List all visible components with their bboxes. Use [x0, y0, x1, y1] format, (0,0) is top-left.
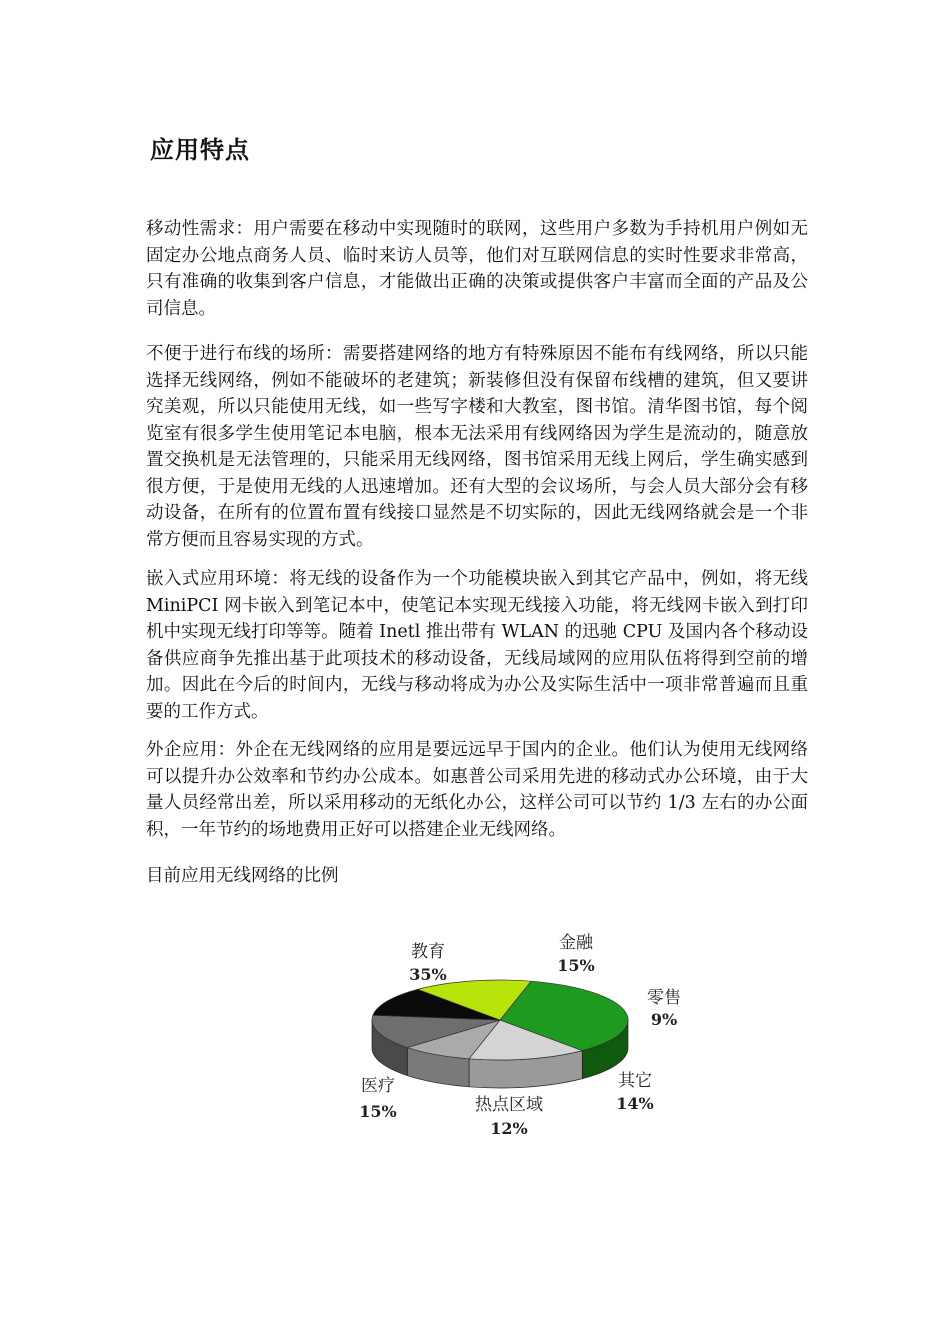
- pie-value-label-6: 15%: [359, 1102, 397, 1121]
- pie-label-4: 其它: [618, 1071, 652, 1091]
- paragraph-embedded-application: 嵌入式应用环境：将无线的设备作为一个功能模块嵌入到其它产品中，例如，将无线 MiniPCI 网卡嵌入到笔记本中，使笔记本实现无线接入功能，将无线网卡嵌入到打印机中实现无线打印等等。随着 Inetl 推出带有 WLAN 的迅驰 CPU 及国内各个移动设备供应商争先推出基于此项技术的移动设备，无线局域网的应用队伍将得到空前的增加。因此在今后的时间内，无线与移动将成为办公及实际生活中一项非常普遍而且重要的工作方式。: [146, 569, 808, 722]
- paragraph-mobility-demand: 移动性需求：用户需要在移动中实现随时的联网，这些用户多数为手持机用户例如无固定办公地点商务人员、临时来访人员等，他们对互联网信息的实时性要求非常高，只有准确的收集到客户信息，才能做出正确的决策或提供客户丰富而全面的产品及公司信息。: [146, 219, 808, 319]
- pie-label-1: 教育: [411, 942, 445, 962]
- pie-value-label-4: 14%: [616, 1094, 654, 1113]
- page-title: 应用特点: [150, 136, 250, 164]
- pie-value-label-3: 9%: [650, 1010, 678, 1029]
- pie-label-2: 金融: [559, 933, 593, 953]
- pie-chart: [340, 925, 740, 1155]
- pie-value-label-1: 35%: [409, 965, 447, 984]
- pie-value-label-2: 15%: [557, 956, 595, 975]
- chart-caption: 目前应用无线网络的比例: [146, 866, 339, 886]
- paragraph-no-cabling-sites: 不便于进行布线的场所：需要搭建网络的地方有特殊原因不能布有线网络，所以只能选择无线网络，例如不能破坏的老建筑；新装修但没有保留布线槽的建筑，但又要讲究美观，所以只能使用无线，如一些写字楼和大教室，图书馆。清华图书馆，每个阅览室有很多学生使用笔记本电脑，根本无法采用有线网络因为学生是流动的，随意放置交换机是无法管理的，只能采用无线网络，图书馆采用无线上网后，学生确实感到很方便，于是使用无线的人迅速增加。还有大型的会议场所，与会人员大部分会有移动设备，在所有的位置布置有线接口显然是不切实际的，因此无线网络就会是一个非常方便而且容易实现的方式。: [146, 344, 808, 550]
- pie-label-6: 医疗: [361, 1076, 395, 1096]
- paragraph-foreign-enterprise: 外企应用：外企在无线网络的应用是要远远早于国内的企业。他们认为使用无线网络可以提升办公效率和节约办公成本。如惠普公司采用先进的移动式办公环境，由于大量人员经常出差，所以采用移动的无纸化办公，这样公司可以节约 1/3 左右的办公面积，一年节约的场地费用正好可以搭建企业无线网络。: [146, 740, 808, 840]
- pie-label-3: 零售: [647, 988, 681, 1008]
- pie-top: [372, 980, 628, 1060]
- pie-label-5: 热点区域: [475, 1095, 543, 1115]
- pie-value-label-5: 12%: [490, 1119, 528, 1138]
